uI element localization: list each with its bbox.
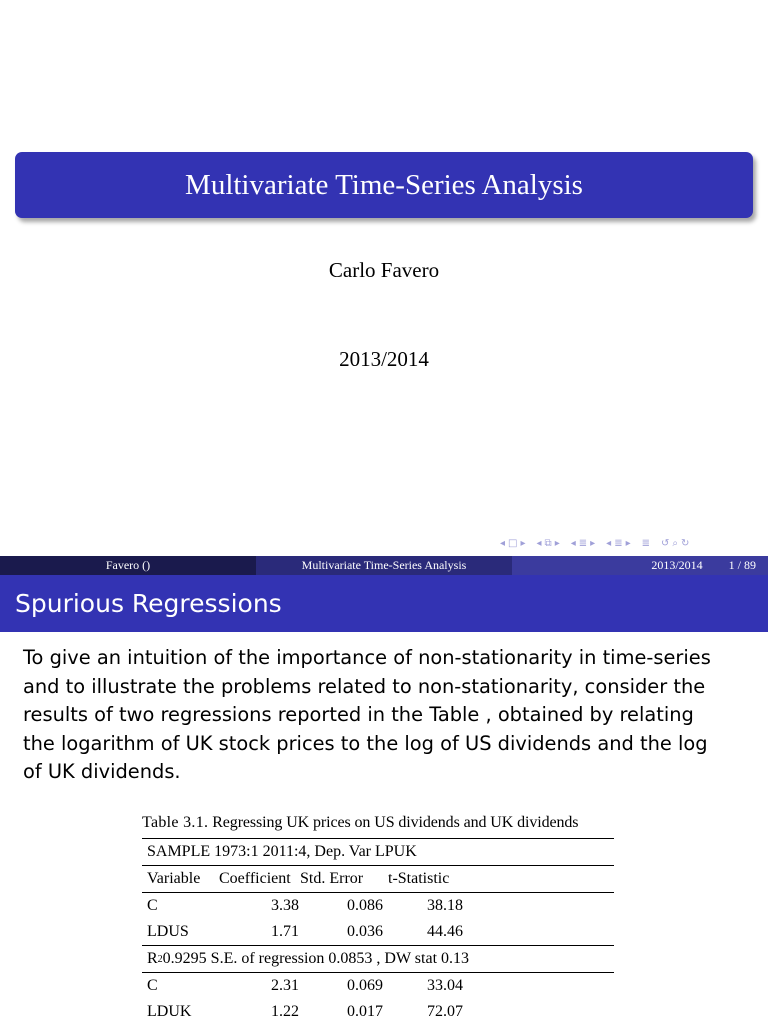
footer-author-text: Favero () (105, 558, 151, 572)
nav-next-frame-icon[interactable]: ▸ (554, 538, 560, 549)
nav-document-icon[interactable]: ≣ (641, 538, 651, 549)
nav-section-icon[interactable]: ≣ (614, 538, 623, 549)
header-cell: t-Statistic (388, 870, 450, 887)
table-cell: LDUS (147, 923, 189, 940)
footer-author (0, 556, 256, 575)
regression-table (142, 808, 614, 1025)
table-cell: C (147, 897, 158, 914)
nav-prev-section-icon[interactable]: ◂ (606, 538, 612, 549)
paragraph-line: To give an intuition of the importance of non-stationarity in time-series (23, 646, 711, 669)
table-cell: 1.22 (271, 1003, 299, 1020)
table-cell: 2.31 (271, 977, 299, 994)
presentation-title: Multivariate Time-Series Analysis (185, 168, 583, 201)
navigation-bar (500, 536, 762, 552)
footer-title-text: Multivariate Time-Series Analysis (301, 558, 467, 572)
author-name: Carlo Favero (328, 258, 440, 282)
stats-r-superscript: 2 (157, 953, 163, 965)
stats-text: 0.9295 S.E. of regression 0.0853 , DW stat 0.13 (162, 950, 470, 967)
table-header-row (142, 866, 614, 892)
table-stats-row (142, 946, 614, 972)
table-sample-row (142, 839, 614, 865)
table-cell: 72.07 (427, 1003, 463, 1020)
nav-next-slide-icon[interactable]: ▸ (520, 538, 526, 549)
table-caption-text: Regressing UK prices on US dividends and UK dividends (212, 814, 579, 831)
paragraph-line: and to illustrate the problems related to non-stationarity, consider the (23, 674, 706, 698)
frame-title-bar (0, 575, 768, 632)
table-caption (142, 808, 614, 838)
paragraph-line: results of two regressions reported in the Table , obtained by relating (23, 703, 694, 726)
table-row (142, 919, 614, 945)
nav-prev-slide-icon[interactable]: ◂ (500, 538, 506, 549)
header-cell: Variable (147, 870, 201, 887)
title-box (15, 152, 753, 218)
footer-title (256, 556, 512, 575)
nav-prev-frame-icon[interactable]: ◂ (536, 538, 542, 549)
table-cell: 44.46 (427, 923, 463, 940)
table-caption-label: Table 3.1. (142, 814, 209, 831)
nav-next-subsection-icon[interactable]: ▸ (590, 538, 596, 549)
nav-back-icon[interactable]: ↺ (661, 538, 670, 549)
table-cell: 0.086 (347, 897, 383, 914)
table-row (142, 973, 614, 999)
nav-subsection-icon[interactable]: ≣ (578, 538, 588, 549)
nav-prev-subsection-icon[interactable]: ◂ (570, 538, 576, 549)
footer-page-number: 1 / 89 (728, 558, 756, 572)
table-row (142, 999, 614, 1025)
frame-title: Spurious Regressions (15, 589, 282, 618)
stats-r: R (147, 950, 158, 967)
footer-date-page (512, 556, 768, 575)
nav-frame-icon[interactable]: ⧉ (544, 538, 552, 549)
table-cell: C (147, 977, 158, 994)
footer-date: 2013/2014 (651, 558, 703, 572)
header-cell: Coefficient (219, 870, 291, 887)
body-paragraph (23, 644, 753, 787)
table-cell: 0.017 (347, 1003, 383, 1020)
paragraph-line: of UK dividends. (23, 760, 181, 783)
sample-text: SAMPLE 1973:1 2011:4, Dep. Var LPUK (147, 843, 417, 860)
header-cell: Std. Error (300, 870, 364, 887)
presentation-date: 2013/2014 (339, 347, 429, 371)
table-row (142, 893, 614, 919)
nav-slide-icon[interactable]: □ (508, 538, 518, 549)
table-cell: 1.71 (271, 923, 299, 940)
table-cell: 3.38 (271, 897, 299, 914)
footline (0, 556, 768, 575)
paragraph-line: the logarithm of UK stock prices to the log of US dividends and the log (23, 731, 708, 755)
nav-forward-icon[interactable]: ↻ (681, 538, 690, 549)
nav-search-icon[interactable]: ⌕ (672, 538, 679, 549)
nav-next-section-icon[interactable]: ▸ (625, 538, 631, 549)
table-cell: LDUK (147, 1003, 192, 1020)
table-cell: 0.036 (347, 923, 383, 940)
table-cell: 38.18 (427, 897, 463, 914)
table-cell: 33.04 (427, 977, 463, 994)
table-cell: 0.069 (347, 977, 383, 994)
